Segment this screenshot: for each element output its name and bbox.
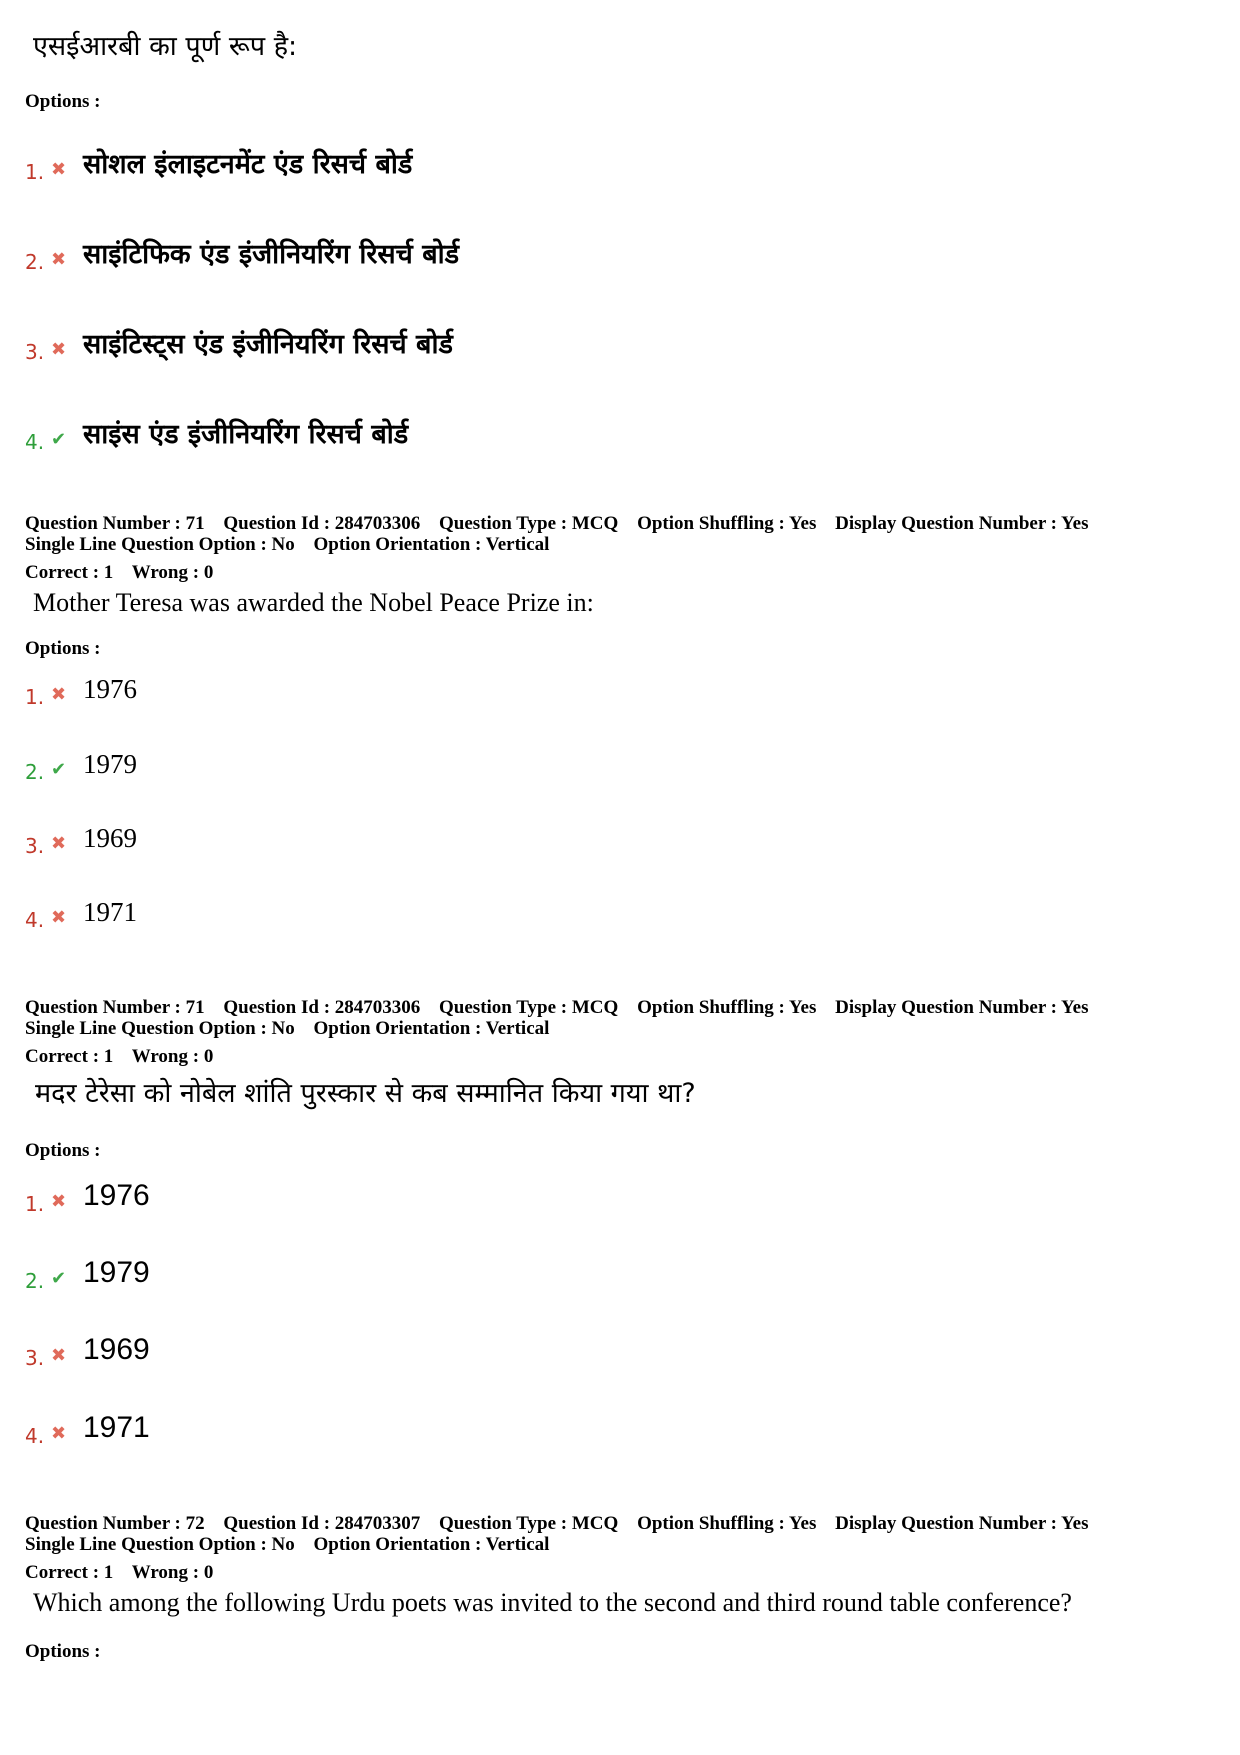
question-meta-line-3 — [25, 562, 1225, 583]
option-text: 1976 — [83, 674, 137, 704]
cross-icon: ✖ — [51, 833, 67, 854]
correct-marks: Correct : 1 — [25, 562, 114, 583]
option-number: 1. — [25, 1192, 45, 1216]
option-2 — [25, 749, 137, 786]
option-2 — [25, 1256, 150, 1296]
wrong-marks: Wrong : 0 — [131, 1046, 214, 1067]
question-meta-line-1 — [25, 997, 1225, 1018]
option-1 — [25, 1179, 150, 1219]
display-question-number: Display Question Number : Yes — [835, 513, 1089, 534]
question-number: Question Number : 72 — [25, 1513, 205, 1534]
question-id: Question Id : 284703307 — [223, 1513, 421, 1534]
cross-icon: ✖ — [51, 1345, 67, 1366]
option-text: 1979 — [83, 1256, 150, 1289]
question-block-71-hi — [25, 997, 1225, 1448]
option-number: 2. — [25, 760, 45, 784]
question-text: Mother Teresa was awarded the Nobel Peace Prize in: — [33, 588, 594, 617]
display-question-number: Display Question Number : Yes — [835, 997, 1089, 1018]
question-id: Question Id : 284703306 — [223, 513, 421, 534]
option-text: 1971 — [83, 1411, 150, 1444]
option-text: 1979 — [83, 749, 137, 779]
option-text: 1969 — [83, 1333, 150, 1366]
cross-icon: ✖ — [51, 1423, 67, 1444]
option-shuffling: Option Shuffling : Yes — [637, 997, 817, 1018]
question-block-72-en — [25, 1513, 1225, 1662]
option-orientation: Option Orientation : Vertical — [313, 534, 550, 555]
option-number: 3. — [25, 834, 45, 858]
check-icon: ✔ — [51, 759, 67, 780]
options-label: Options : — [25, 1641, 101, 1662]
option-3 — [25, 330, 453, 367]
option-number: 3. — [25, 340, 45, 364]
question-block-serb — [25, 30, 1225, 454]
question-text: Which among the following Urdu poets was invited to the second and third round table conference? — [33, 1588, 1072, 1617]
option-number: 2. — [25, 1269, 45, 1293]
question-type: Question Type : MCQ — [439, 513, 619, 534]
cross-icon: ✖ — [51, 684, 67, 705]
question-meta-line-3 — [25, 1046, 1225, 1067]
wrong-marks: Wrong : 0 — [131, 1562, 214, 1583]
question-text: एसईआरबी का पूर्ण रूप है: — [33, 31, 298, 62]
question-type: Question Type : MCQ — [439, 1513, 619, 1534]
correct-marks: Correct : 1 — [25, 1046, 114, 1067]
single-line-option: Single Line Question Option : No — [25, 534, 295, 555]
cross-icon: ✖ — [51, 1191, 67, 1212]
option-number: 3. — [25, 1346, 45, 1370]
question-meta-line-2 — [25, 534, 1225, 555]
option-orientation: Option Orientation : Vertical — [313, 1534, 550, 1555]
option-number: 2. — [25, 250, 45, 274]
question-meta-line-1 — [25, 513, 1225, 534]
cross-icon: ✖ — [51, 907, 67, 928]
option-shuffling: Option Shuffling : Yes — [637, 513, 817, 534]
options-label: Options : — [25, 638, 101, 659]
question-text: मदर टेरेसा को नोबेल शांति पुरस्कार से कब सम्मानित किया गया था? — [35, 1078, 696, 1109]
check-icon: ✔ — [51, 429, 67, 450]
option-text: साइंटिफिक एंड इंजीनियरिंग रिसर्च बोर्ड — [83, 239, 460, 270]
option-number: 4. — [25, 908, 45, 932]
question-meta-line-3 — [25, 1562, 1225, 1583]
question-id: Question Id : 284703306 — [223, 997, 421, 1018]
option-1 — [25, 674, 137, 711]
option-3 — [25, 823, 137, 860]
option-4 — [25, 420, 408, 457]
option-text: 1976 — [83, 1179, 150, 1212]
options-label: Options : — [25, 1140, 101, 1161]
cross-icon: ✖ — [51, 339, 67, 360]
option-orientation: Option Orientation : Vertical — [313, 1018, 550, 1039]
option-number: 1. — [25, 685, 45, 709]
question-number: Question Number : 71 — [25, 997, 205, 1018]
single-line-option: Single Line Question Option : No — [25, 1018, 295, 1039]
question-block-71-en — [25, 513, 1225, 932]
correct-marks: Correct : 1 — [25, 1562, 114, 1583]
option-number: 4. — [25, 430, 45, 454]
question-type: Question Type : MCQ — [439, 997, 619, 1018]
option-text: साइंस एंड इंजीनियरिंग रिसर्च बोर्ड — [83, 419, 409, 450]
option-4 — [25, 897, 137, 934]
question-meta-line-2 — [25, 1534, 1225, 1555]
question-number: Question Number : 71 — [25, 513, 205, 534]
question-meta-line-2 — [25, 1018, 1225, 1039]
option-1 — [25, 150, 412, 187]
option-shuffling: Option Shuffling : Yes — [637, 1513, 817, 1534]
display-question-number: Display Question Number : Yes — [835, 1513, 1089, 1534]
single-line-option: Single Line Question Option : No — [25, 1534, 295, 1555]
option-text: सोशल इंलाइटनमेंट एंड रिसर्च बोर्ड — [83, 149, 413, 180]
option-text: साइंटिस्ट्स एंड इंजीनियरिंग रिसर्च बोर्ड — [83, 329, 453, 360]
option-4 — [25, 1411, 150, 1451]
check-icon: ✔ — [51, 1268, 67, 1289]
cross-icon: ✖ — [51, 159, 67, 180]
question-meta-line-1 — [25, 1513, 1225, 1534]
option-text: 1971 — [83, 897, 137, 927]
option-number: 1. — [25, 160, 45, 184]
option-3 — [25, 1333, 150, 1373]
option-2 — [25, 240, 459, 277]
cross-icon: ✖ — [51, 249, 67, 270]
options-label: Options : — [25, 91, 101, 112]
option-number: 4. — [25, 1424, 45, 1448]
option-text: 1969 — [83, 823, 137, 853]
wrong-marks: Wrong : 0 — [131, 562, 214, 583]
